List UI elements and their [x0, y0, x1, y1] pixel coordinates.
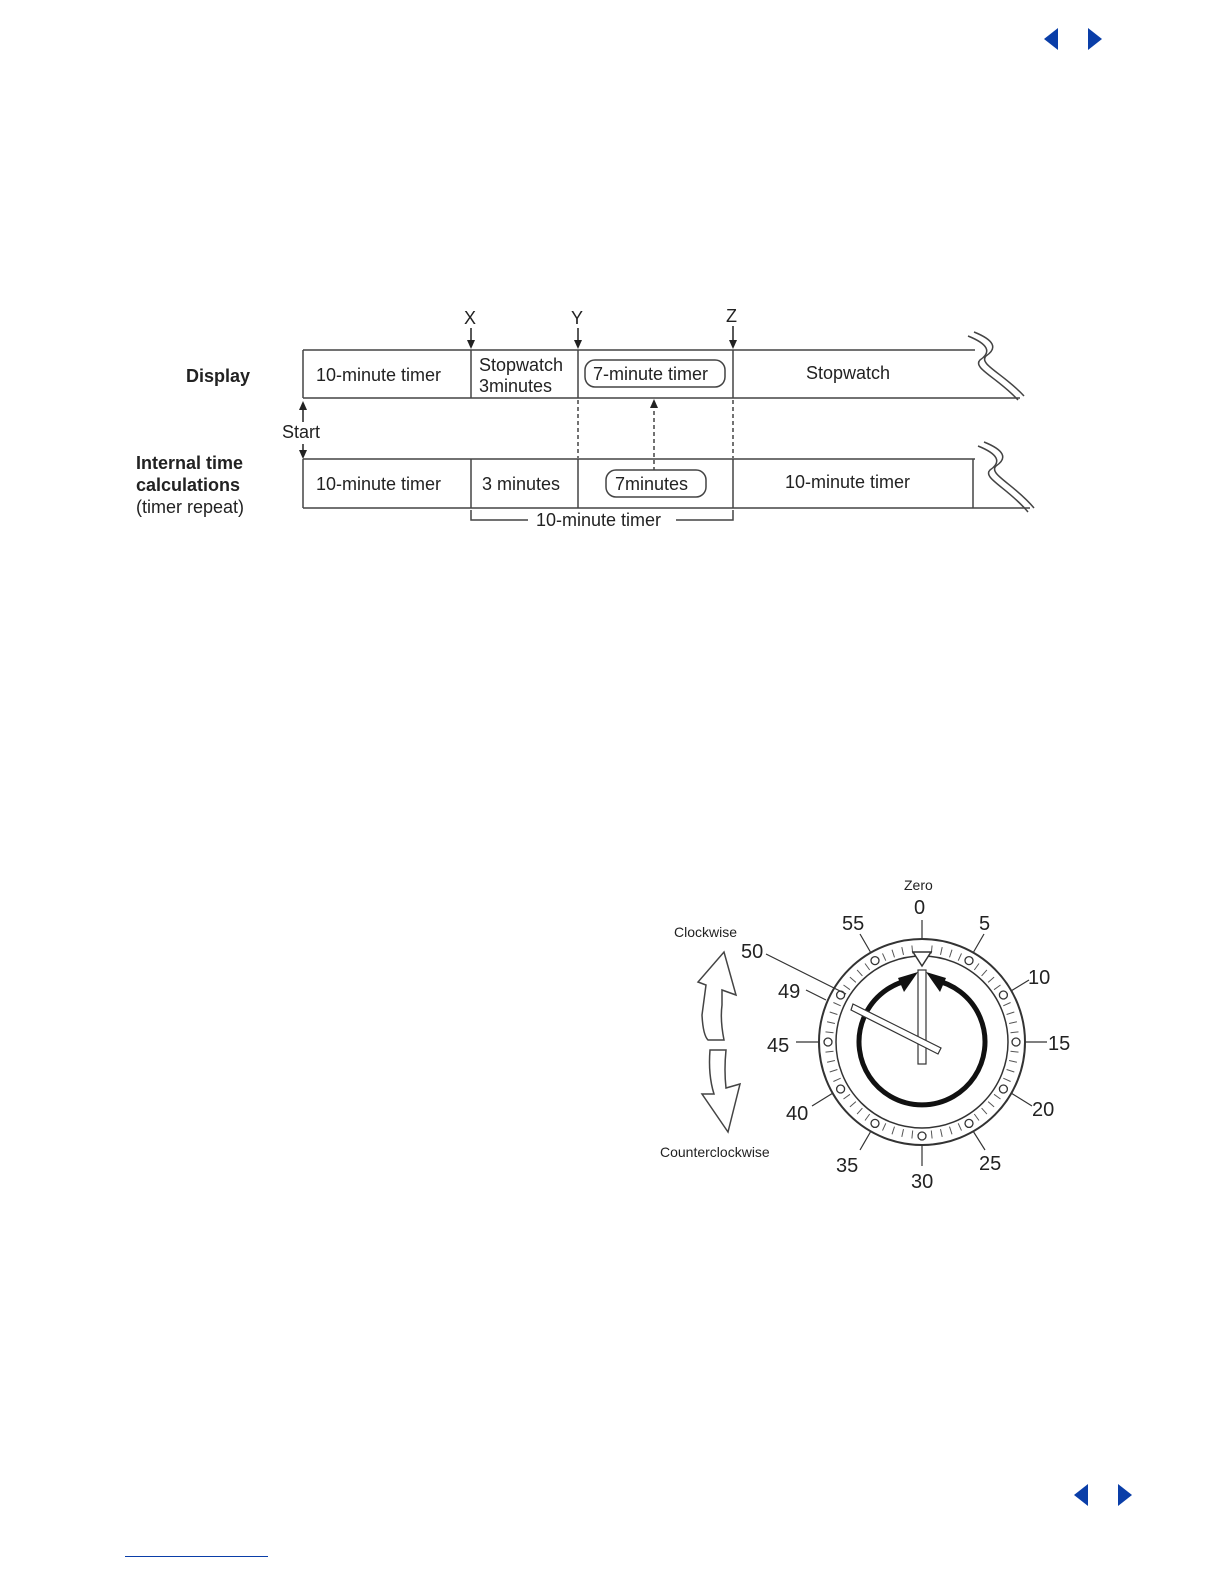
- bezel-tick: [988, 1102, 994, 1107]
- internal-cell-7minutes: 7minutes: [615, 474, 689, 494]
- bezel-tick: [857, 1108, 862, 1114]
- start-indicator: [282, 401, 320, 459]
- marker-x: [464, 308, 476, 349]
- rotating-bezel-dial: [640, 870, 1100, 1210]
- bezel-tick: [830, 1070, 838, 1073]
- bracket-label: 10-minute timer: [536, 510, 662, 530]
- marker-x-label: X: [464, 308, 477, 328]
- bezel-tick: [902, 947, 904, 955]
- internal-cell-10-minute-timer-2: 10-minute timer: [785, 472, 911, 492]
- dial-number-35: 35: [836, 1155, 859, 1177]
- marker-y-label: Y: [571, 308, 584, 328]
- timer-repeat-diagram: [0, 0, 1224, 560]
- bezel-tick: [883, 953, 886, 960]
- bezel-minute-marker: [965, 1119, 973, 1127]
- dial-number-50: 50: [741, 941, 764, 963]
- bezel-tick: [826, 1032, 834, 1033]
- internal-row-label-line3: (timer repeat): [136, 497, 245, 517]
- bezel-tick: [950, 950, 953, 958]
- bezel-minute-marker: [918, 1132, 926, 1140]
- display-cell-stopwatch-line1: Stopwatch: [479, 355, 564, 375]
- bezel-tick: [883, 1123, 886, 1130]
- bezel-tick: [994, 1094, 1001, 1099]
- display-cell-stopwatch-line2: 3minutes: [479, 376, 553, 396]
- counterclockwise-arrow-icon: [702, 1050, 740, 1132]
- marker-y: [571, 308, 583, 349]
- bezel-minute-marker: [999, 991, 1007, 999]
- bezel-minute-marker: [1012, 1038, 1020, 1046]
- bezel-tick: [941, 947, 943, 955]
- footer-rule: [125, 1556, 268, 1557]
- dial-number-45: 45: [767, 1035, 790, 1057]
- bezel-tick: [827, 1061, 835, 1063]
- clockwise-label: Clockwise: [674, 924, 738, 940]
- dial-number-0: 0: [914, 897, 926, 919]
- bezel-tick: [892, 1127, 895, 1135]
- bezel-tick: [982, 970, 987, 976]
- bezel-tick: [833, 1078, 840, 1081]
- internal-cell-10-minute-timer: 10-minute timer: [316, 474, 442, 494]
- bezel-tick: [826, 1051, 834, 1052]
- bezel-tick: [850, 977, 856, 982]
- bezel-tick: [974, 964, 979, 971]
- bezel-minute-marker: [871, 1119, 879, 1127]
- zero-triangle-icon: [913, 952, 931, 966]
- dial-number-10: 10: [1028, 967, 1051, 989]
- dial-number-15: 15: [1048, 1033, 1071, 1055]
- bezel-tick: [1007, 1070, 1015, 1073]
- display-row: [303, 332, 1024, 400]
- display-cell-stopwatch: Stopwatch: [806, 363, 891, 383]
- previous-page-button-bottom[interactable]: [1066, 1480, 1096, 1510]
- bezel-tick: [827, 1022, 835, 1024]
- bezel-tick: [958, 953, 961, 960]
- dial-number-30: 30: [911, 1171, 934, 1193]
- bezel-tick: [857, 970, 862, 976]
- bezel-minute-marker: [965, 957, 973, 965]
- bezel-tick: [974, 1114, 979, 1121]
- bezel-tick: [844, 1094, 851, 1099]
- bezel-tick: [994, 985, 1001, 990]
- start-label: Start: [282, 422, 321, 442]
- bezel-tick: [850, 1102, 856, 1107]
- bezel-tick: [830, 1012, 838, 1015]
- bezel-tick: [1011, 1051, 1019, 1052]
- bezel-tick: [833, 1003, 840, 1006]
- internal-row-label-line1: Internal time: [136, 453, 244, 473]
- arrow-left-icon: [1074, 1484, 1088, 1506]
- display-cell-10-minute-timer: 10-minute timer: [316, 365, 442, 385]
- dial-number-40: 40: [786, 1103, 809, 1125]
- bezel-tick: [941, 1129, 943, 1137]
- bezel-minute-marker: [837, 1085, 845, 1093]
- hour-hand: [851, 1004, 941, 1054]
- bezel-tick: [1009, 1061, 1017, 1063]
- bezel-tick: [950, 1127, 953, 1135]
- dial-number-20: 20: [1032, 1099, 1055, 1121]
- internal-row: [303, 442, 1034, 512]
- arrow-right-icon: [1118, 1484, 1132, 1506]
- bezel-minute-marker: [824, 1038, 832, 1046]
- bezel-tick: [844, 985, 851, 990]
- marker-z: [726, 306, 737, 349]
- bezel-minute-marker: [871, 957, 879, 965]
- dial-number-49: 49: [778, 981, 801, 1003]
- bezel-tick: [958, 1123, 961, 1130]
- dial-number-25: 25: [979, 1153, 1002, 1175]
- display-row-label: Display: [186, 366, 251, 386]
- zero-label: Zero: [904, 877, 933, 893]
- bezel-tick: [892, 950, 895, 958]
- display-cell-7-minute-timer: 7-minute timer: [593, 364, 709, 384]
- arc-arrowhead-left-icon: [926, 972, 946, 992]
- internal-cell-3-minutes: 3 minutes: [482, 474, 561, 494]
- bottom-page-nav: [1066, 1480, 1140, 1510]
- marker-z-label: Z: [726, 306, 737, 326]
- minute-hand: [918, 970, 926, 1064]
- dial-number-5: 5: [979, 913, 991, 935]
- bezel-tick: [1003, 1003, 1010, 1006]
- bezel-tick: [865, 1114, 870, 1121]
- arc-arrowhead-right-icon: [898, 972, 918, 992]
- next-page-button-bottom[interactable]: [1110, 1480, 1140, 1510]
- clockwise-arrow-icon: [698, 952, 736, 1040]
- bezel-tick: [931, 1131, 932, 1139]
- bezel-tick: [982, 1108, 987, 1114]
- bezel-tick: [1011, 1032, 1019, 1033]
- bezel-tick: [988, 977, 994, 982]
- internal-row-label-line2: calculations: [136, 475, 241, 495]
- bezel-tick: [865, 964, 870, 971]
- bezel-tick: [1003, 1078, 1010, 1081]
- dial-number-55: 55: [842, 913, 865, 935]
- bezel-tick: [902, 1129, 904, 1137]
- bezel-tick: [1007, 1012, 1015, 1015]
- bezel-tick: [912, 1131, 913, 1139]
- counterclockwise-label: Counterclockwise: [660, 1144, 770, 1160]
- bracket-10-minute-timer: [471, 510, 733, 530]
- bezel-minute-marker: [999, 1085, 1007, 1093]
- bezel-tick: [1009, 1022, 1017, 1024]
